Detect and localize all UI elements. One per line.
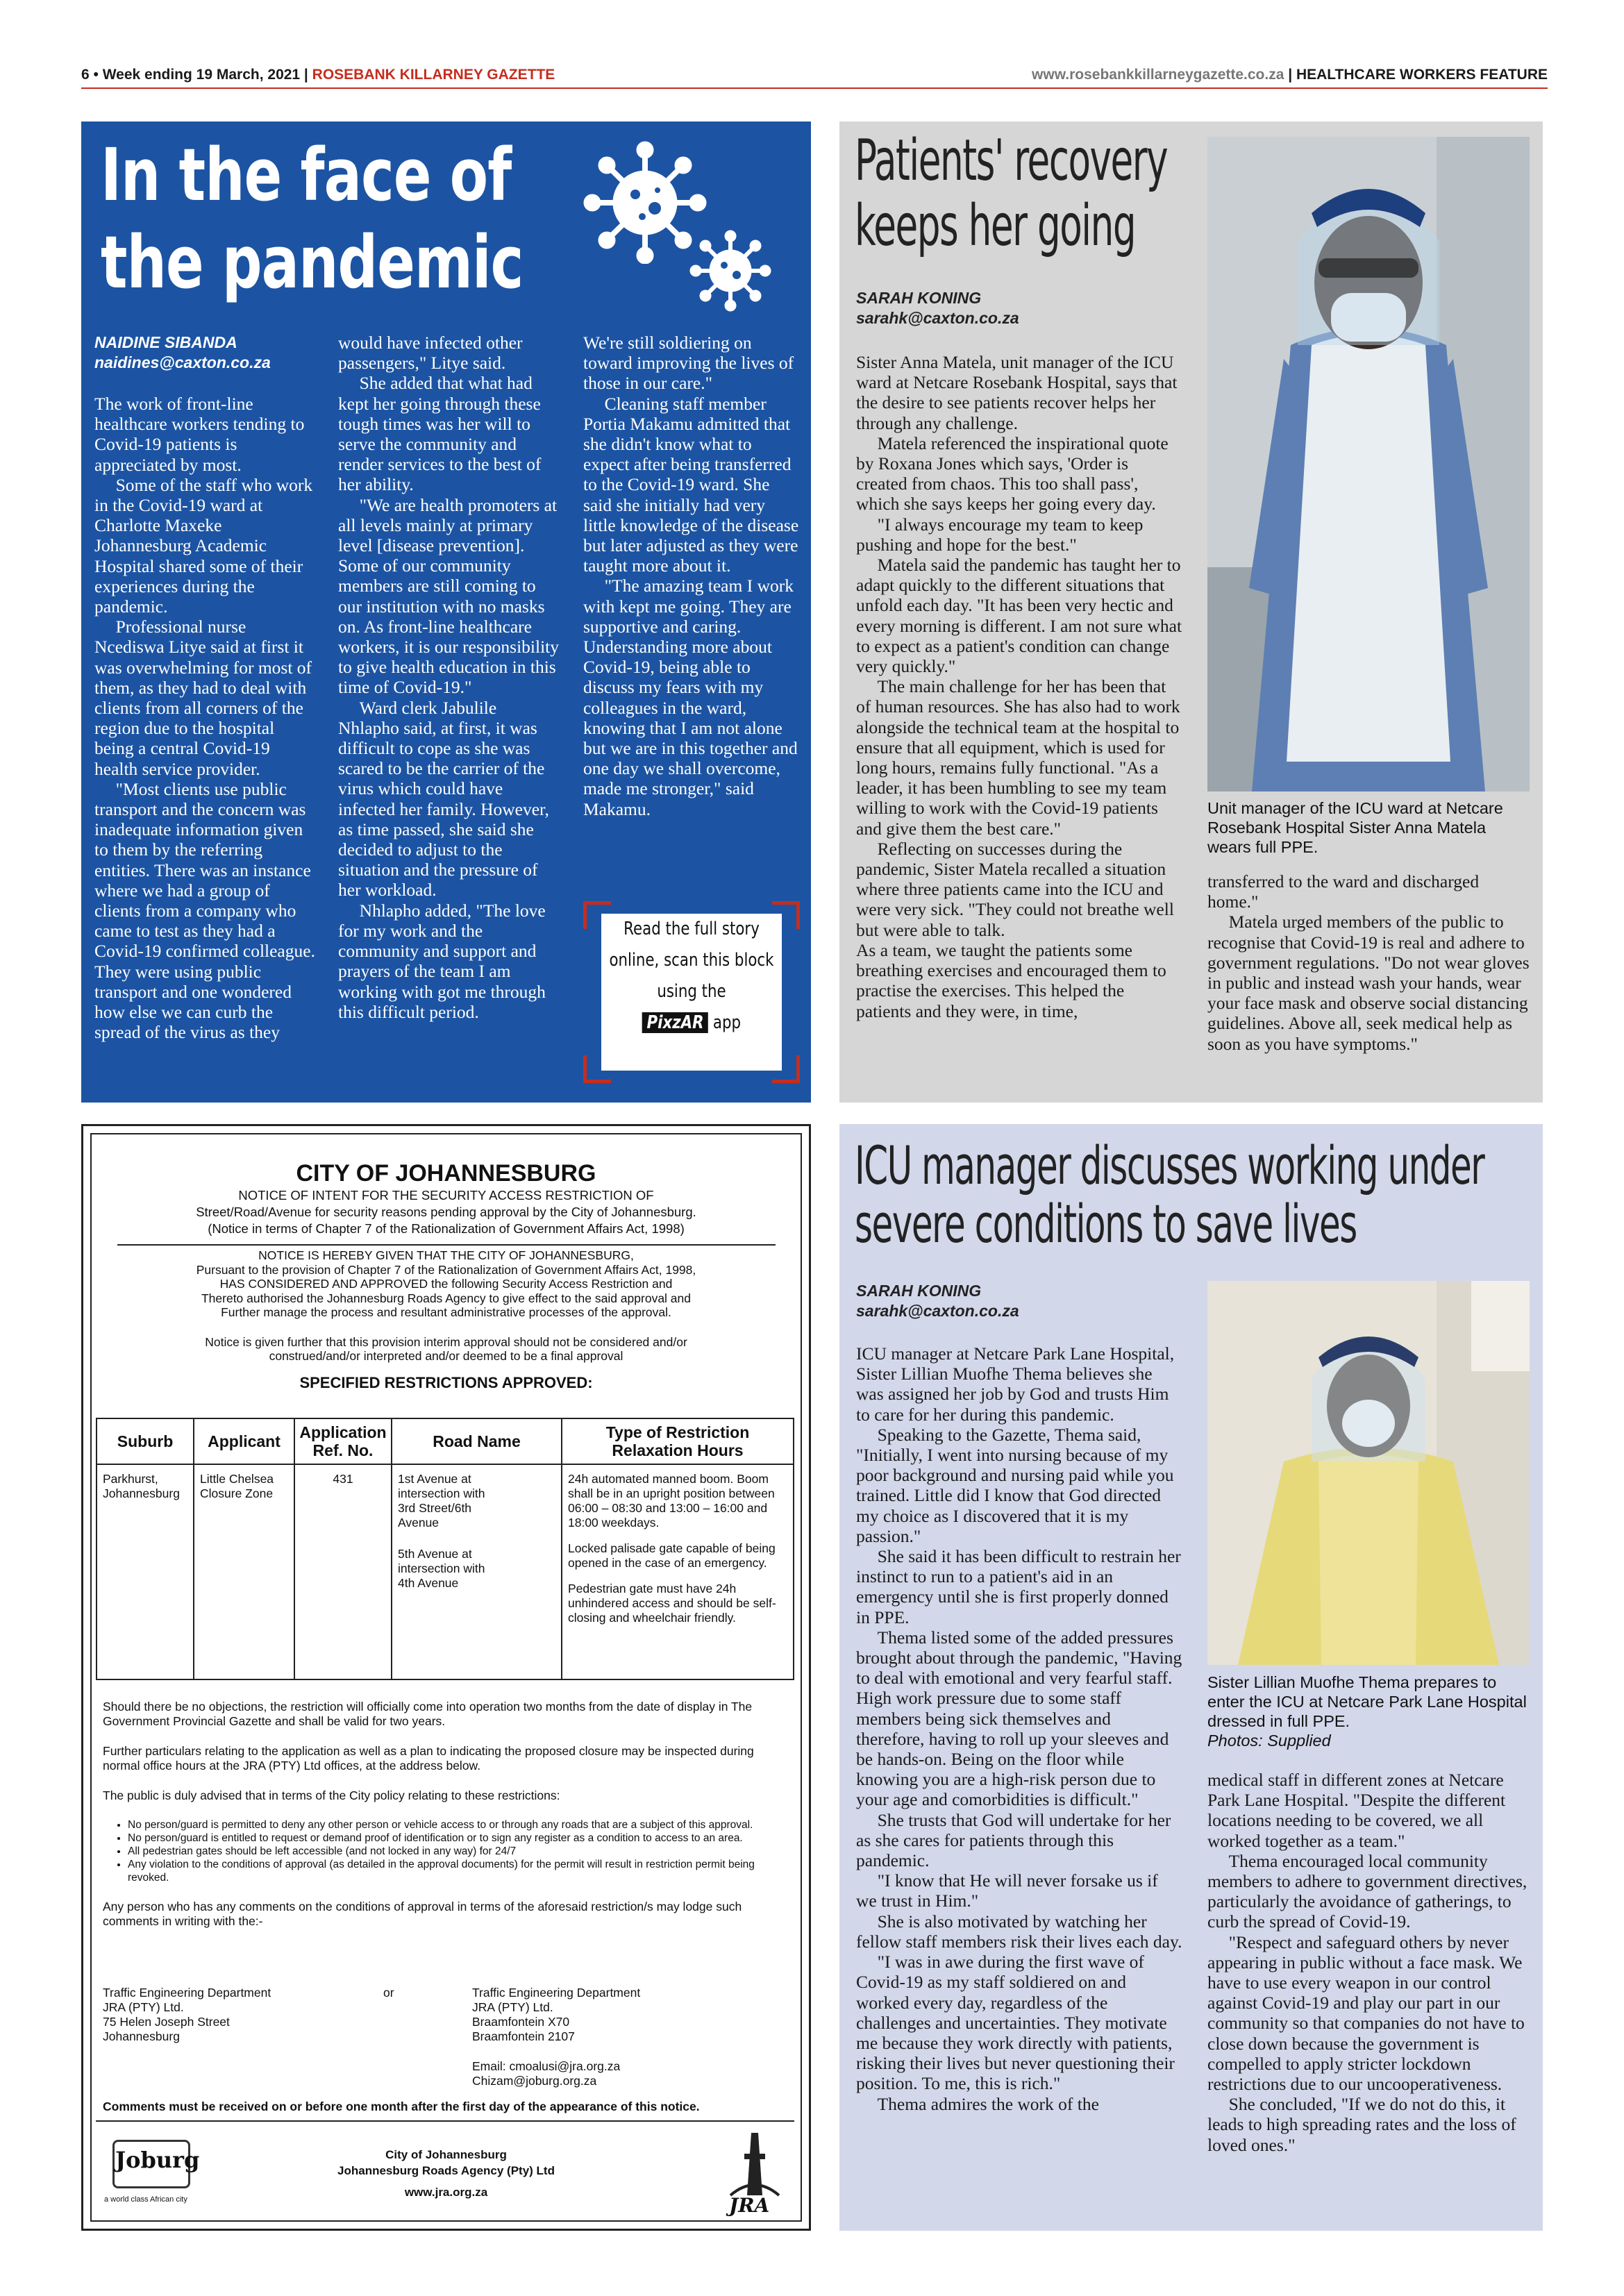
address-or: or [383, 1986, 394, 2000]
paragraph: "I was in awe during the first wave of Covid-19 as my staff soldiered on and worked every day, regardless of the challenges and uncertainties. They motivate me because they work directly with patients, risking their lives but never questioning their position. To me, this is rich." [856, 1952, 1175, 2094]
photo-lillian-thema [1207, 1281, 1530, 1665]
list-item: • Any violation to the conditions of approval (as detailed in the approval documents) for the permit will result in restriction permit being revoked. [128, 1858, 790, 1884]
byline [856, 288, 1019, 328]
restriction-type: 24h automated manned boom. Boom shall be in an upright position between 06:00 – 08:30 and 13:00 – 16:00 and 18:00 weekdays. [568, 1472, 775, 1530]
paragraph: Speaking to the Gazette, Thema said, "Initially, I went into nursing because of my poor background and nursing paid while you trained. Little did I know that God directed my choice as I discovered that it is my passion." [856, 1424, 1174, 1546]
article-headline: ICU manager discusses working under severe conditions to save lives [855, 1134, 1484, 1255]
table-header: Applicant [194, 1418, 294, 1464]
article-column-3 [583, 333, 800, 819]
table-cell: Parkhurst, Johannesburg [97, 1464, 194, 1679]
restrictions-table [96, 1418, 794, 1680]
city-of-johannesburg-notice [81, 1124, 811, 2231]
notice-text: NOTICE IS HEREBY GIVEN THAT THE CITY OF JOHANNESBURG, [258, 1248, 634, 1262]
table-cell: Little Chelsea Closure Zone [194, 1464, 294, 1679]
notice-email[interactable]: Email: cmoalusi@jra.org.za [472, 2059, 621, 2073]
article-column-2 [338, 333, 562, 1022]
header-brand: ROSEBANK KILLARNEY GAZETTE [312, 67, 555, 83]
author-email[interactable]: sarahk@caxton.co.za [856, 1302, 1019, 1320]
author-name: SARAH KONING [856, 1282, 982, 1300]
paragraph: Thema listed some of the added pressures brought about through the pandemic, "Having to deal with emotional and very fearful staff. High work pressure due to some staff members being sick themselves and therefore, having to roll up your sleeves and be hands-on. Being on the floor while knowing you are a high-risk person due to your age and comorbidities is difficult." [856, 1627, 1182, 1810]
article-column-2 [1207, 1770, 1534, 2155]
paragraph: She concluded, "If we do not do this, it leads to high spreading rates and the loss of loved ones." [1207, 2094, 1516, 2155]
notice-paragraph: The public is duly advised that in terms of the City policy relating to these restrictions: [103, 1788, 560, 1802]
paragraph: Matela urged members of the public to recognise that Covid-19 is real and adhere to government regulations. "Do not wear gloves in public and instead wash your hands, wear your face mask and observe social distancing guidelines. Above all, seek medical help as soon as you have symptoms." [1207, 912, 1530, 1054]
paragraph: "I know that He will never forsake us if we trust in Him." [856, 1870, 1158, 1911]
table-cell [562, 1464, 794, 1679]
notice-divider [117, 1244, 776, 1246]
paragraph: transferred to the ward and discharged home." [1207, 871, 1480, 912]
pixzar-text-1: Read the full story [623, 919, 760, 939]
notice-title: CITY OF JOHANNESBURG [296, 1160, 596, 1187]
table-header: Road Name [392, 1418, 562, 1464]
author-name: SARAH KONING [856, 289, 982, 307]
paragraph: would have infected other passengers," Litye said. [338, 333, 523, 374]
byline [94, 333, 324, 373]
table-row [97, 1464, 794, 1679]
pixzar-text-2: online, scan this block [609, 950, 774, 971]
header-section: | HEALTHCARE WORKERS FEATURE [1288, 67, 1548, 83]
article-column-1 [94, 394, 317, 1043]
notice-subtitle-1: NOTICE OF INTENT FOR THE SECURITY ACCESS RESTRICTION OF [238, 1188, 654, 1203]
notice-email[interactable]: Chizam@joburg.org.za [472, 2074, 597, 2088]
byline [856, 1281, 1019, 1321]
header-rule [81, 87, 1548, 89]
notice-subtitle-2: Street/Road/Avenue for security reasons pending approval by the City of Johannesburg. [196, 1205, 696, 1219]
jra-url[interactable]: www.jra.org.za [404, 2186, 488, 2199]
paragraph: medical staff in different zones at Netcare Park Lane Hospital. "Despite the different locations needing to be covered, we all worked together as a team." [1207, 1770, 1506, 1851]
article-icu-manager [839, 1124, 1543, 2231]
notice-text: construed/and/or interpreted and/or deemed to be a final approval [269, 1349, 623, 1363]
table-header: Application Ref. No. [294, 1418, 392, 1464]
pixzar-app-text: app [712, 1012, 742, 1033]
notice-deadline: Comments must be received on or before one month after the first day of the appearance of this notice. [103, 2100, 700, 2113]
paragraph: Some of the staff who work in the Covid-19 ward at Charlotte Maxeke Johannesburg Academic Hospital shared some of their experiences during the pandemic. [94, 474, 313, 617]
paragraph: She said it has been difficult to restrain her instinct to run to a patient's aid in an emergency until she is first properly donned in PPE. [856, 1546, 1181, 1627]
notice-paragraph: Any person who has any comments on the conditions of approval in terms of the aforesaid restriction/s may lodge such comments in writing with the:- [103, 1900, 742, 1928]
paragraph: As a team, we taught the patients some breathing exercises and encouraged them to practise the exercises. This helped the patients and they were, in time, [856, 939, 1166, 1021]
table-cell: 431 [294, 1464, 392, 1679]
page-header [81, 67, 1548, 90]
notice-text: Notice is given further that this provision interim approval should not be considered and/or [205, 1334, 687, 1349]
notice-text: Pursuant to the provision of Chapter 7 of the Rationalization of Government Affairs Act, 1998, [196, 1262, 696, 1277]
paragraph: Ward clerk Jabulile Nhlapho said, at first, it was difficult to cope as she was scared to be the carrier of the virus which could have infected her family. However, as time passed, she said she decided to adjust to the situation and the pressure of her workload. [338, 697, 549, 900]
joburg-logo: Joburg a world class African city [104, 2127, 215, 2207]
article-in-the-face-of-the-pandemic [81, 121, 811, 1103]
paragraph: The main challenge for her has been that of human resources. She has also had to work alongside the technical team at the hospital to ensure that all equipment, which is used for long hours, remains fully functional. "As a leader, it has been humbling to see my team willing to work with the Covid-19 patients and give them the best care." [856, 676, 1180, 839]
list-item: • All pedestrian gates should be left accessible (and not locked in any way) for 24/7 [128, 1845, 790, 1858]
notice-footer: City of Johannesburg Johannesburg Roads Agency (Pty) Ltd www.jra.org.za [83, 2147, 809, 2200]
notice-paragraph: Should there be no objections, the restriction will officially come into operation two months from the date of display in The Government Provincial Gazette and shall be valid for two years. [103, 1700, 753, 1728]
restriction-type: Pedestrian gate must have 24h unhindered access and should be self-closing and wheelchair friendly. [568, 1582, 776, 1625]
list-item: • No person/guard is entitled to request or demand proof of identification or to sign any register as a condition to access to an area. [128, 1832, 790, 1845]
jra-logo: JRA [717, 2126, 793, 2216]
address-left: Traffic Engineering Department JRA (PTY) Ltd. 75 Helen Joseph Street Johannesburg [103, 1986, 271, 2043]
ppe-figure-illustration [1207, 1281, 1530, 1665]
pixzar-inner [601, 914, 782, 1071]
paragraph: Some of our community members are still coming to our institution with no masks on. As front-line healthcare workers, it is our responsibility to give health education in this time of Covid-19." [338, 555, 560, 698]
paragraph: Reflecting on successes during the pandemic, Sister Matela recalled a situation where three patients came into the ICU and were very sick. "They could not breathe well but were able to talk. [856, 838, 1174, 940]
road-name: 1st Avenue at intersection with 3rd Street/6th Avenue [398, 1472, 485, 1530]
restriction-type: Locked palisade gate capable of being opened in the case of an emergency. [568, 1541, 776, 1570]
notice-subtitle-3: (Notice in terms of Chapter 7 of the Rationalization of Government Affairs Act, 1998) [208, 1221, 685, 1236]
pixzar-text-3: using the [657, 981, 726, 1002]
virus-icon-small [685, 229, 776, 312]
paragraph: "Respect and safeguard others by never appearing in public without a face mask. We have to use every weapon in our control against Covid-19 and play our part in our community so that companies do not have to close down because the government is compelled to apply stricter lockdown restrictions due to our uncooperativeness. [1207, 1932, 1525, 2095]
article-column-2 [1207, 871, 1534, 1054]
road-name: 5th Avenue at intersection with 4th Avenue [398, 1547, 485, 1590]
pixzar-logo: PixzAR [642, 1012, 708, 1033]
notice-text: HAS CONSIDERED AND APPROVED the following Security Access Restriction and [219, 1277, 673, 1291]
paragraph: They were using public transport and one wondered how else we can curb the spread of the virus as they [94, 961, 292, 1043]
paragraph: She added that what had kept her going through these tough times was her will to serve the community and render services to the best of her ability. [338, 373, 542, 495]
paragraph: Cleaning staff member Portia Makamu admitted that she didn't know what to expect after being transferred to the Covid-19 ward. She said she initially had very little knowledge of the disease but later adjusted as they were taught more about it. [583, 393, 799, 576]
table-header: Suburb [97, 1418, 194, 1464]
paragraph: "Most clients use public transport and the concern was inadequate information given to them by the referring entities. There was an instance where we had a group of clients from a company who came to test as they had a Covid-19 confirmed colleague. [94, 778, 315, 962]
article-column-1 [856, 352, 1182, 1021]
paragraph: Thema encouraged local community members to adhere to government directives, particularly the avoidance of gatherings, to curb the spread of Covid-19. [1207, 1850, 1527, 1932]
address-right: Traffic Engineering Department JRA (PTY) Ltd. Braamfontein X70 Braamfontein 2107 Email: cmoalusi@jra.org.za Chizam@joburg.org.za [472, 1986, 641, 2088]
paragraph: The work of front-line healthcare workers tending to Covid-19 patients is appreciated by most. [94, 394, 305, 475]
pixzar-app-line [606, 1007, 777, 1039]
list-item: • No person/guard is permitted to deny any other person or vehicle access to or through any roads that are a subject of this approval. [128, 1818, 790, 1832]
paragraph: Professional nurse Ncediswa Litye said at first it was overwhelming for most of them, as they had to deal with clients from all corners of the region due to the hospital being a central Covid-19 health service provider. [94, 617, 312, 779]
notice-divider [96, 2120, 794, 2122]
specified-restrictions-heading: SPECIFIED RESTRICTIONS APPROVED: [299, 1373, 593, 1391]
paragraph: She trusts that God will undertake for her as she cares for patients through this pandemic. [856, 1809, 1171, 1871]
author-email[interactable]: sarahk@caxton.co.za [856, 309, 1019, 327]
notice-paragraph: Further particulars relating to the application as well as a plan to indicating the proposed closure may be inspected during normal office hours at the JRA (PTY) Ltd offices, at the address below. [103, 1744, 754, 1773]
article-headline: In the face of the pandemic [101, 133, 524, 305]
table-cell [392, 1464, 562, 1679]
conditions-list [111, 1818, 790, 1884]
paragraph: "The amazing team I work with kept me going. They are supportive and caring. Understanding more about Covid-19, being able to discuss my fears with my colleagues in the ward, knowing that I am not alone but we are in this together and one day we shall overcome, made me stronger," said Makamu. [583, 576, 798, 819]
photo-anna-matela [1207, 137, 1530, 791]
notice-text: Further manage the process and resultant administrative processes of the approval. [221, 1305, 671, 1319]
ppe-figure-illustration [1207, 137, 1530, 791]
paragraph: Matela said the pandemic has taught her to adapt quickly to the different situations that unfold each day. "It has been very hectic and every morning is different. I am not sure what to expect as a patient's condition can change very quickly." [856, 555, 1182, 677]
header-url[interactable]: www.rosebankkillarneygazette.co.za [1032, 67, 1284, 83]
photo-credit: Photos: Supplied [1207, 1732, 1331, 1750]
paragraph: Sister Anna Matela, unit manager of the ICU ward at Netcare Rosebank Hospital, says that the desire to see patients recover helps her through any challenge. [856, 352, 1178, 433]
paragraph: Thema admires the work of the [877, 2093, 1099, 2114]
article-headline: Patients' recovery keeps her going [855, 128, 1168, 259]
table-header: Type of Restriction Relaxation Hours [562, 1418, 794, 1464]
paragraph: "I always encourage my team to keep pushing and hope for the best." [856, 514, 1144, 555]
author-name: NAIDINE SIBANDA [94, 333, 237, 351]
paragraph: Matela referenced the inspirational quote by Roxana Jones which says, 'Order is created from chaos. This too shall pass', which she says keeps her going every day. [856, 433, 1169, 514]
paragraph: "We are health promoters at all levels mainly at primary level [disease prevention]. [338, 494, 558, 556]
paragraph: We're still soldiering on toward improving the lives of those in our care." [583, 333, 794, 394]
paragraph: Nhlapho added, "The love for my work and the community and support and prayers of the team I am working with got me through this difficult period. [338, 900, 546, 1022]
article-column-1 [856, 1343, 1182, 2114]
photo-caption: Sister Lillian Muofhe Thema prepares to enter the ICU at Netcare Park Lane Hospital dressed in full PPE. Photos: Supplied [1207, 1673, 1527, 1750]
article-patients-recovery [839, 121, 1543, 1103]
pixzar-scan-block[interactable] [583, 901, 800, 1083]
author-email[interactable]: naidines@caxton.co.za [94, 353, 271, 371]
header-date: 6 • Week ending 19 March, 2021 | [81, 67, 308, 83]
notice-text: Thereto authorised the Johannesburg Roads Agency to give effect to the said approval and [201, 1291, 692, 1305]
photo-caption: Unit manager of the ICU ward at Netcare Rosebank Hospital Sister Anna Matela wears full PPE. [1207, 799, 1503, 856]
notice-body [103, 1700, 790, 1929]
paragraph: ICU manager at Netcare Park Lane Hospital, Sister Lillian Muofhe Thema believes she was assigned her job by God and trusts Him to care for her during this pandemic. [856, 1343, 1175, 1425]
paragraph: She is also motivated by watching her fellow staff members risk their lives each day. [856, 1911, 1182, 1952]
